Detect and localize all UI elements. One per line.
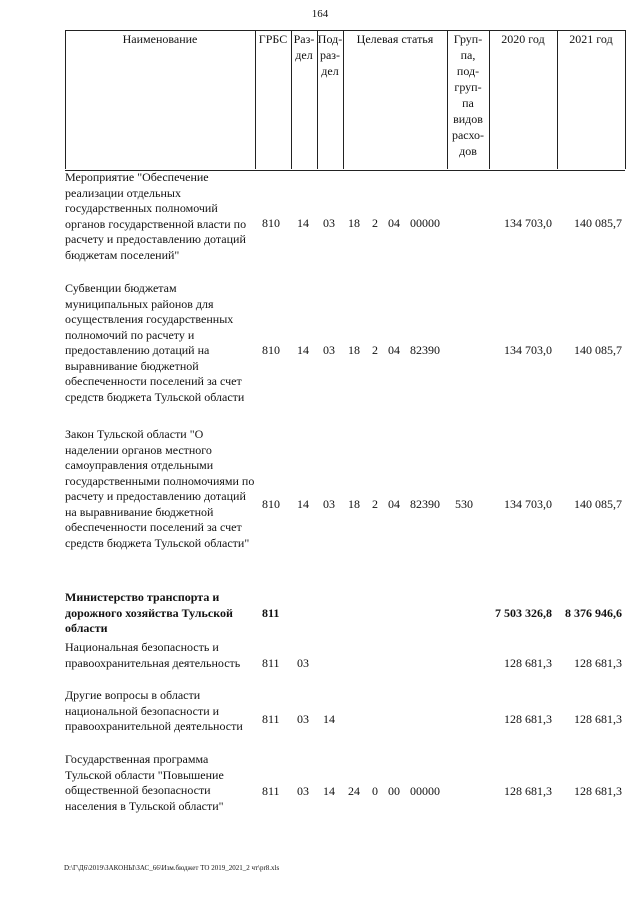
row-amount-2020: 7 503 326,8: [495, 606, 552, 620]
header-divider: [557, 30, 558, 169]
row-razdel: 14: [297, 497, 309, 511]
row-grbs: 811: [262, 606, 280, 620]
row-target-subprogram: 2: [372, 216, 378, 230]
header-year-2021: 2021 год: [569, 32, 613, 46]
row-razdel: 03: [297, 712, 309, 726]
row-target-program: 18: [348, 343, 360, 357]
row-target-event: 04: [388, 343, 400, 357]
header-frame: [65, 30, 625, 171]
row-podrazdel: 14: [323, 712, 335, 726]
header-divider: [343, 30, 344, 169]
header-podrazdel: Под- раз- дел: [317, 32, 343, 78]
row-expense-group: 530: [455, 497, 473, 511]
row-razdel: 03: [297, 656, 309, 670]
file-path-footer: D:\Г\Д6\2019\ЗАКОНЫ\ЗАС_66\Изм.бюджет ТО 2019_2021_2 чт\pr8.xls: [64, 864, 280, 872]
row-name: Государственная программа Тульской области "Повышение общественной безопасности населения в Тульской области": [65, 752, 224, 813]
row-target-subprogram: 2: [372, 343, 378, 357]
row-target-direction: 00000: [410, 216, 440, 230]
row-podrazdel: 03: [323, 497, 335, 511]
row-amount-2021: 8 376 946,6: [565, 606, 622, 620]
row-razdel: 14: [297, 343, 309, 357]
page-number: 164: [311, 8, 329, 20]
row-amount-2020: 128 681,3: [504, 656, 552, 670]
row-amount-2021: 128 681,3: [574, 712, 622, 726]
row-target-program: 18: [348, 497, 360, 511]
header-target-article: Целевая статья: [356, 32, 434, 46]
row-amount-2020: 134 703,0: [504, 343, 552, 357]
row-target-program: 18: [348, 216, 360, 230]
row-amount-2021: 128 681,3: [574, 784, 622, 798]
row-amount-2021: 128 681,3: [574, 656, 622, 670]
header-divider: [489, 30, 490, 169]
header-grbs: ГРБС: [258, 32, 288, 46]
row-name: Субвенции бюджетам муниципальных районов для осуществления государственных полномочий по расчету и предоставлению дотаций на выравнивание бюджетной обеспеченности поселений за счет средств бюджета Тульской области: [65, 281, 245, 404]
row-name: Закон Тульской области "О наделении органов местного самоуправления отдельными государственными полномочиями по расчету и предоставлению дотаций на выравнивание бюджетной обеспеченности поселений за счет средств бюджета Тульской области": [65, 427, 255, 550]
row-amount-2020: 128 681,3: [504, 784, 552, 798]
row-grbs: 811: [262, 656, 280, 670]
row-razdel: 14: [297, 216, 309, 230]
row-amount-2020: 134 703,0: [504, 497, 552, 511]
header-divider: [65, 30, 66, 169]
row-target-program: 24: [348, 784, 360, 798]
row-amount-2021: 140 085,7: [574, 497, 622, 511]
row-target-direction: 82390: [410, 497, 440, 511]
row-amount-2020: 128 681,3: [504, 712, 552, 726]
row-target-event: 04: [388, 216, 400, 230]
header-divider: [625, 30, 626, 169]
row-amount-2020: 134 703,0: [504, 216, 552, 230]
row-podrazdel: 14: [323, 784, 335, 798]
row-podrazdel: 03: [323, 343, 335, 357]
header-name: Наименование: [122, 32, 198, 46]
row-target-direction: 00000: [410, 784, 440, 798]
row-grbs: 810: [262, 216, 280, 230]
row-target-event: 00: [388, 784, 400, 798]
row-amount-2021: 140 085,7: [574, 216, 622, 230]
row-target-event: 04: [388, 497, 400, 511]
row-name: Мероприятие "Обеспечение реализации отдельных государственных полномочий органов государственной власти по расчету и предоставлению дотаций бюджетам поселений": [65, 170, 247, 262]
row-name: Другие вопросы в области национальной безопасности и правоохранительной деятельности: [65, 688, 243, 733]
row-grbs: 810: [262, 497, 280, 511]
row-target-subprogram: 2: [372, 497, 378, 511]
row-name: Национальная безопасность и правоохранительная деятельность: [65, 640, 241, 670]
row-name: Министерство транспорта и дорожного хозяйства Тульской области: [65, 590, 233, 635]
row-target-direction: 82390: [410, 343, 440, 357]
header-razdel: Раз- дел: [293, 32, 315, 62]
header-expense-group: Груп- па, под- груп- па видов расхо- дов: [451, 32, 485, 158]
row-grbs: 811: [262, 712, 280, 726]
header-year-2020: 2020 год: [501, 32, 545, 46]
row-grbs: 810: [262, 343, 280, 357]
row-grbs: 811: [262, 784, 280, 798]
row-razdel: 03: [297, 784, 309, 798]
row-podrazdel: 03: [323, 216, 335, 230]
row-amount-2021: 140 085,7: [574, 343, 622, 357]
header-divider: [255, 30, 256, 169]
row-target-subprogram: 0: [372, 784, 378, 798]
